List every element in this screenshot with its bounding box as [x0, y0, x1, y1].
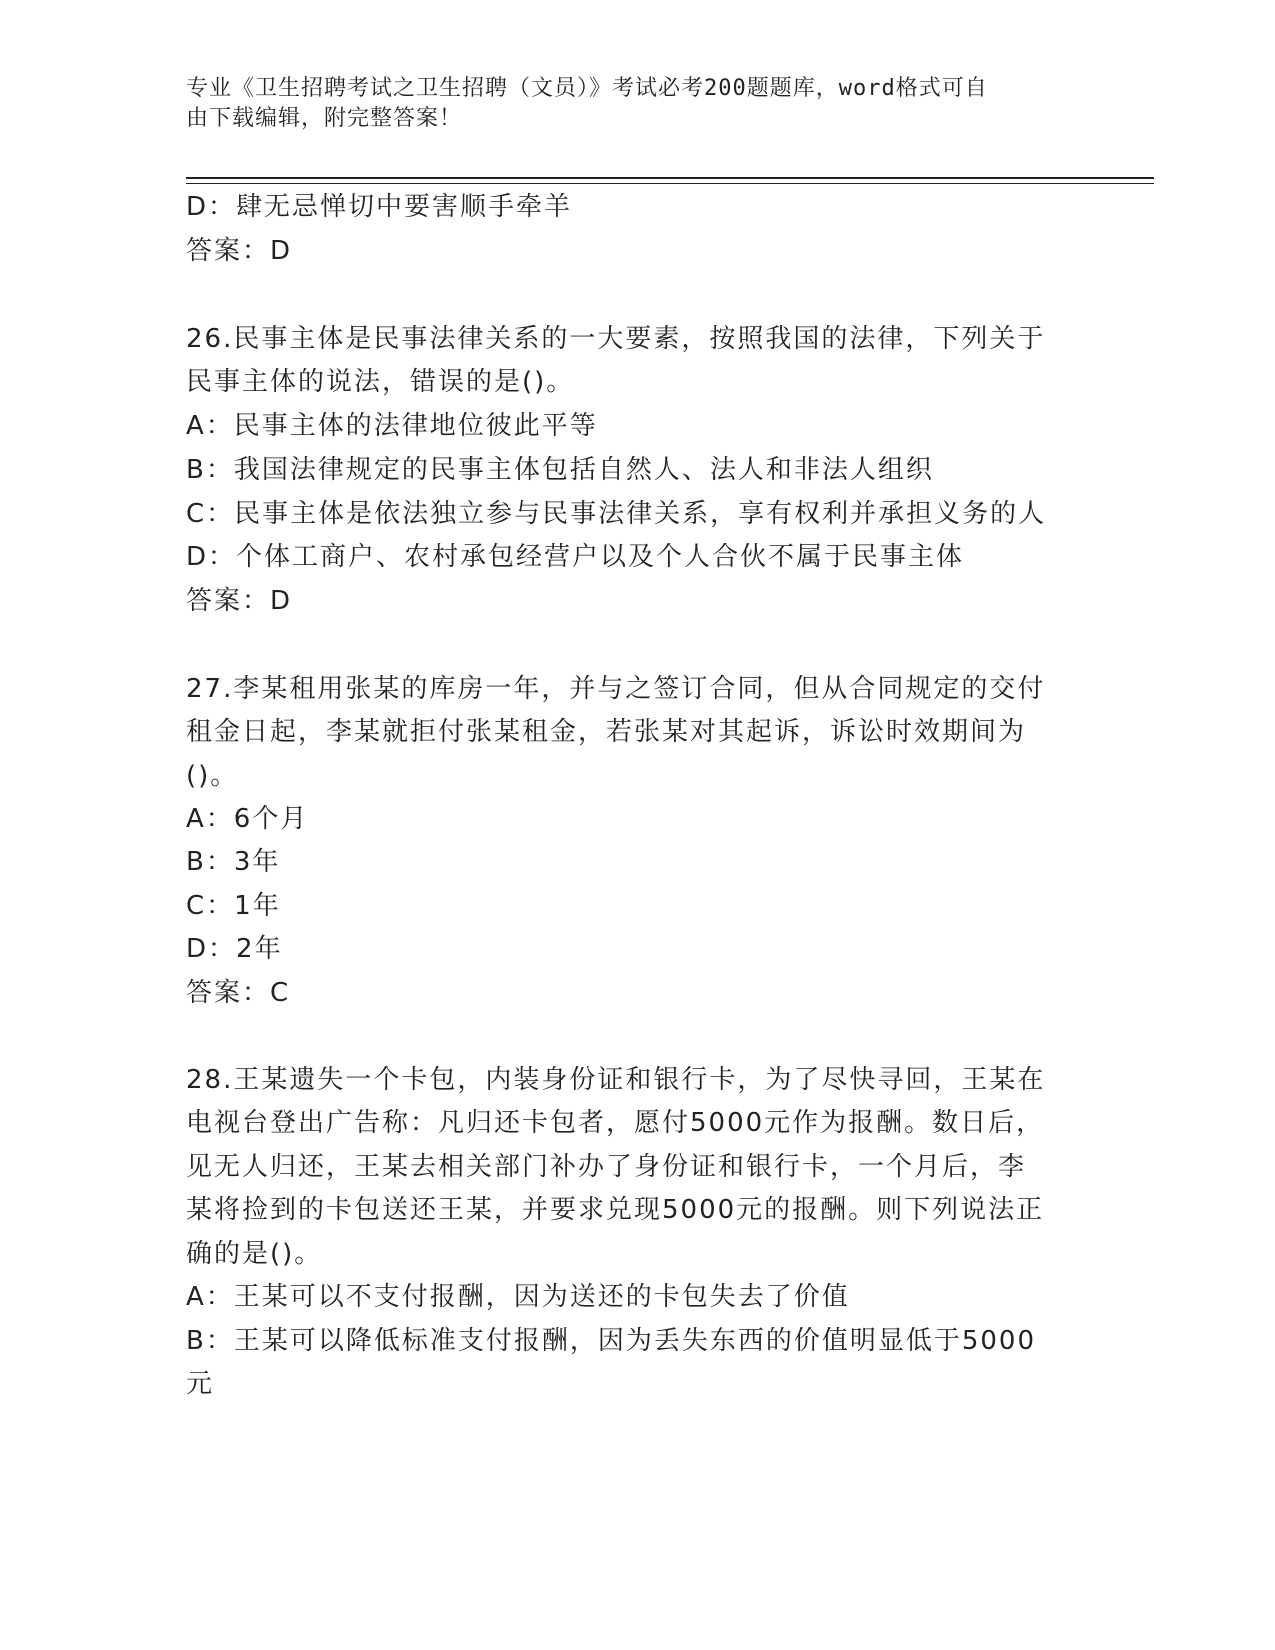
q27-option-a: A：6个月	[186, 804, 309, 834]
prev-answer: 答案：D	[186, 236, 293, 266]
q26-option-d: D：个体工商户、农村承包经营户以及个人合伙不属于民事主体	[186, 542, 965, 572]
q27-stem-line-2: 租金日起，李某就拒付张某租金，若张某对其起诉，诉讼时效期间为	[186, 717, 1027, 747]
q28-option-b-line-2: 元	[186, 1369, 215, 1399]
q26-option-c: C：民事主体是依法独立参与民事法律关系，享有权利并承担义务的人	[186, 499, 1047, 529]
header-rule-thick	[186, 177, 1154, 179]
q26-option-a: A：民事主体的法律地位彼此平等	[186, 411, 598, 441]
q28-stem-line-2: 电视台登出广告称：凡归还卡包者，愿付5000元作为报酬。数日后，	[186, 1108, 1045, 1138]
q28-option-b-line-1: B：王某可以降低标准支付报酬，因为丢失东西的价值明显低于5000	[186, 1326, 1037, 1356]
q27-answer: 答案：C	[186, 978, 291, 1008]
q28-stem-line-4: 某将捡到的卡包送还王某，并要求兑现5000元的报酬。则下列说法正	[186, 1195, 1045, 1225]
q26-stem-line-2: 民事主体的说法，错误的是()。	[186, 367, 575, 397]
header-line-2: 由下载编辑，附完整答案！	[186, 106, 463, 131]
header-line-1: 专业《卫生招聘考试之卫生招聘（文员）》考试必考200题题库，word格式可自	[186, 76, 988, 101]
q26-stem-line-1: 26.民事主体是民事法律关系的一大要素，按照我国的法律，下列关于	[186, 324, 1046, 354]
prev-option-d: D：肆无忌惮切中要害顺手牵羊	[186, 192, 573, 222]
q28-stem-line-5: 确的是()。	[186, 1239, 323, 1269]
q28-stem-line-1: 28.王某遗失一个卡包，内装身份证和银行卡，为了尽快寻回，王某在	[186, 1065, 1046, 1095]
header-rule-thin	[186, 183, 1154, 184]
q27-option-c: C：1年	[186, 891, 281, 921]
q27-option-b: B：3年	[186, 847, 281, 877]
q28-option-a: A：王某可以不支付报酬，因为送还的卡包失去了价值	[186, 1282, 850, 1312]
q27-stem-line-1: 27.李某租用张某的库房一年，并与之签订合同，但从合同规定的交付	[186, 674, 1046, 704]
q28-stem-line-3: 见无人归还，王某去相关部门补办了身份证和银行卡，一个月后，李	[186, 1152, 1027, 1182]
q27-stem-line-3: ()。	[186, 761, 239, 791]
q26-answer: 答案：D	[186, 586, 293, 616]
document-header	[186, 74, 1066, 134]
q27-option-d: D：2年	[186, 934, 283, 964]
q26-option-b: B：我国法律规定的民事主体包括自然人、法人和非法人组织	[186, 455, 934, 485]
